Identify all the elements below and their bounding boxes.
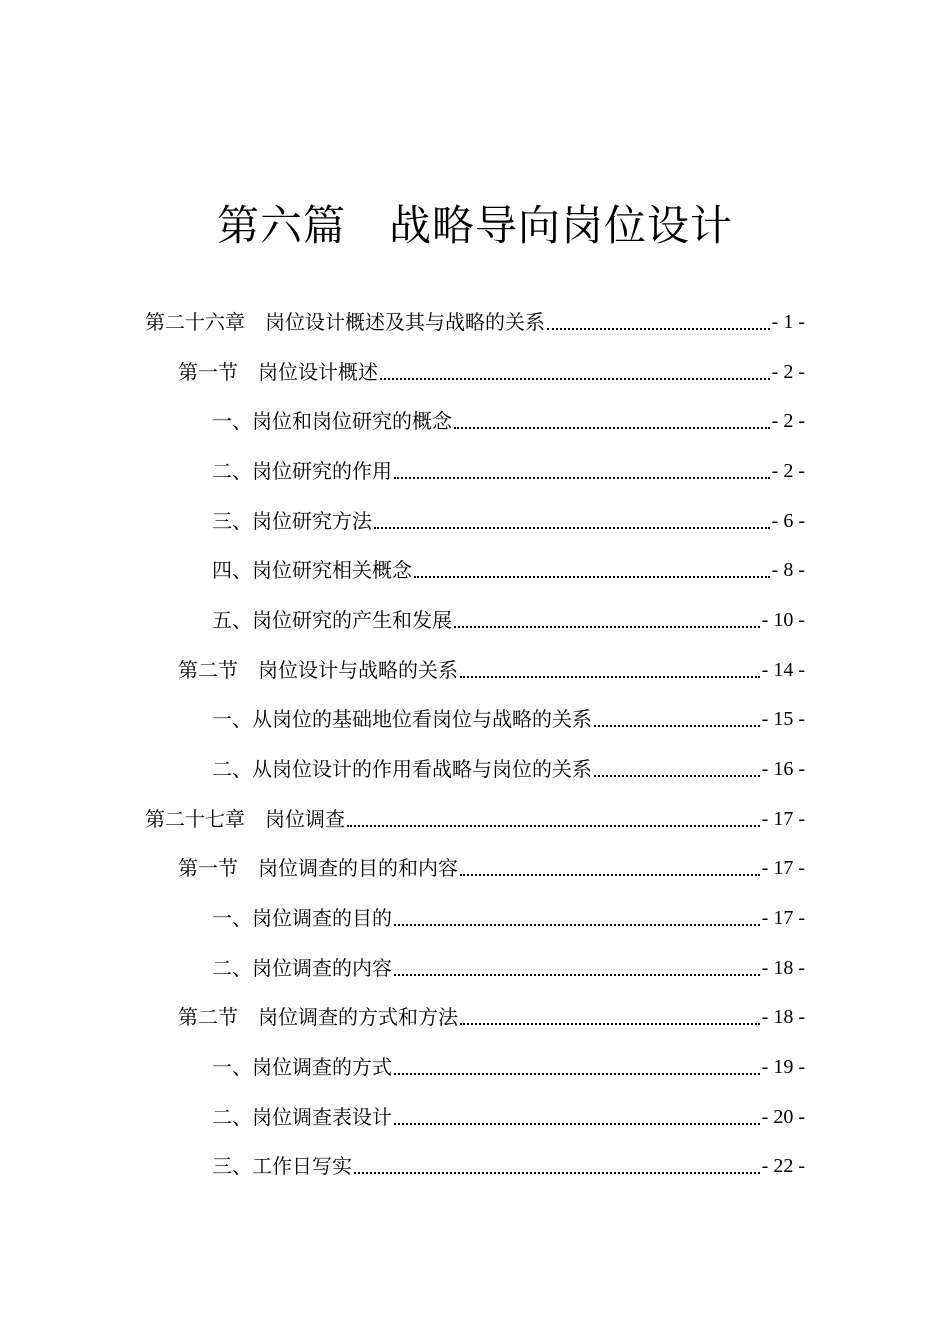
toc-entry-title: 四、岗位研究相关概念: [212, 558, 412, 582]
toc-entry-title: 三、工作日写实: [212, 1154, 352, 1178]
toc-entry-title: 三、岗位研究方法: [212, 509, 372, 533]
toc-entry[interactable]: [178, 839, 805, 883]
toc-page-number: - 22 -: [761, 1155, 805, 1177]
toc-page-number: - 15 -: [761, 708, 805, 730]
toc-entry[interactable]: [212, 1088, 805, 1132]
toc-entry[interactable]: [178, 641, 805, 685]
toc-page-number: - 17 -: [761, 907, 805, 929]
toc-entry[interactable]: [212, 939, 805, 983]
toc-entry-title: 第二节 岗位调查的方式和方法: [178, 1005, 458, 1029]
toc-entry-title: 一、岗位和岗位研究的概念: [212, 409, 452, 433]
toc-page-number: - 2 -: [771, 460, 805, 482]
toc-dot-leader: [547, 328, 770, 330]
toc-dot-leader: [394, 924, 760, 926]
toc-entry[interactable]: [212, 1038, 805, 1082]
toc-entry-title: 第一节 岗位调查的目的和内容: [178, 856, 458, 880]
toc-entry[interactable]: [212, 1137, 805, 1181]
toc-dot-leader: [347, 825, 760, 827]
toc-dot-leader: [460, 874, 760, 876]
toc-page-number: - 6 -: [771, 510, 805, 532]
toc-entry[interactable]: [212, 492, 805, 536]
toc-entry-title: 二、岗位调查的内容: [212, 956, 392, 980]
toc-page-number: - 1 -: [771, 311, 805, 333]
toc-page-number: - 2 -: [771, 361, 805, 383]
toc-page-number: - 2 -: [771, 410, 805, 432]
toc-page-number: - 20 -: [761, 1106, 805, 1128]
toc-page-number: - 17 -: [761, 857, 805, 879]
toc-entry-title: 二、岗位研究的作用: [212, 459, 392, 483]
toc-dot-leader: [454, 626, 760, 628]
toc-entry[interactable]: [178, 343, 805, 387]
toc-entry-title: 第二十七章 岗位调查: [145, 807, 345, 831]
toc-dot-leader: [594, 775, 760, 777]
toc-entry[interactable]: [212, 541, 805, 585]
toc-dot-leader: [460, 676, 760, 678]
toc-dot-leader: [354, 1172, 760, 1174]
toc-entry-title: 五、岗位研究的产生和发展: [212, 608, 452, 632]
toc-page-number: - 8 -: [771, 559, 805, 581]
toc-dot-leader: [374, 527, 770, 529]
toc-page-number: - 18 -: [761, 1006, 805, 1028]
toc-entry-title: 一、岗位调查的方式: [212, 1055, 392, 1079]
toc-entry[interactable]: [178, 988, 805, 1032]
toc-entry[interactable]: [212, 740, 805, 784]
toc-dot-leader: [594, 725, 760, 727]
toc-page-number: - 14 -: [761, 659, 805, 681]
toc-dot-leader: [414, 576, 770, 578]
toc-entry[interactable]: [212, 442, 805, 486]
toc-dot-leader: [394, 974, 760, 976]
page-title: 第六篇 战略导向岗位设计: [216, 201, 733, 250]
toc-entry[interactable]: [145, 293, 805, 337]
toc-entry-title: 第二节 岗位设计与战略的关系: [178, 658, 458, 682]
toc-page-number: - 10 -: [761, 609, 805, 631]
toc-page-number: - 18 -: [761, 957, 805, 979]
toc-dot-leader: [460, 1023, 760, 1025]
toc-page-number: - 19 -: [761, 1056, 805, 1078]
toc-page-number: - 17 -: [761, 808, 805, 830]
toc-entry-title: 第二十六章 岗位设计概述及其与战略的关系: [145, 310, 545, 334]
toc-entry[interactable]: [212, 690, 805, 734]
toc-entry[interactable]: [212, 889, 805, 933]
toc-dot-leader: [394, 477, 770, 479]
toc-dot-leader: [394, 1073, 760, 1075]
toc-entry[interactable]: [145, 790, 805, 834]
toc-dot-leader: [394, 1123, 760, 1125]
toc-entry-title: 第一节 岗位设计概述: [178, 360, 378, 384]
toc-entry-title: 二、岗位调查表设计: [212, 1105, 392, 1129]
toc-entry[interactable]: [212, 392, 805, 436]
toc-page-number: - 16 -: [761, 758, 805, 780]
toc-dot-leader: [380, 378, 770, 380]
toc-entry[interactable]: [212, 591, 805, 635]
toc-dot-leader: [454, 427, 770, 429]
toc-entry-title: 一、从岗位的基础地位看岗位与战略的关系: [212, 707, 592, 731]
toc-entry-title: 一、岗位调查的目的: [212, 906, 392, 930]
toc-entry-title: 二、从岗位设计的作用看战略与岗位的关系: [212, 757, 592, 781]
